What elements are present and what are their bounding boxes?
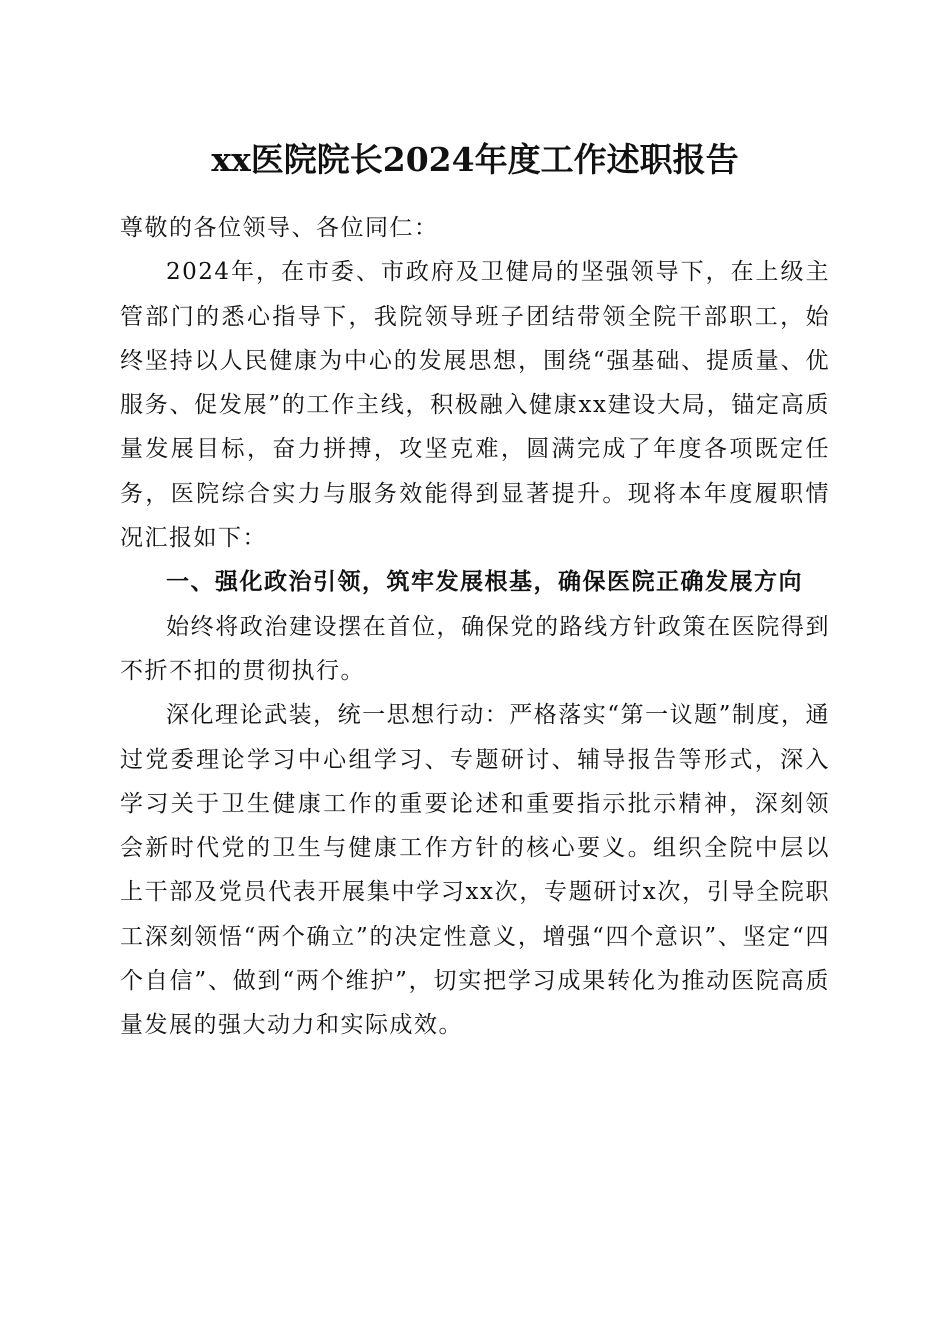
document-body	[120, 206, 830, 1048]
document-title: xx医院院长2024年度工作述职报告	[211, 140, 739, 179]
section-1-paragraph-2: 深化理论武装，统一思想行动：严格落实“第一议题”制度，通过党委理论学习中心组学习、专题研讨、辅导报告等形式，深入学习关于卫生健康工作的重要论述和重要指示批示精神，深刻领会新时代党的卫生与健康工作方针的核心要义。组织全院中层以上干部及党员代表开展集中学习xx次，专题研讨x次，引导全院职工深刻领悟“两个确立”的决定性意义，增强“四个意识”、坚定“四个自信”、做到“两个维护”，切实把学习成果转化为推动医院高质量发展的强大动力和实际成效。	[120, 702, 830, 1039]
salutation: 尊敬的各位领导、各位同仁：	[120, 215, 439, 241]
section-1-paragraph-1: 始终将政治建设摆在首位，确保党的路线方针政策在医院得到不折不扣的贯彻执行。	[120, 613, 830, 684]
section-heading-1: 一、强化政治引领，筑牢发展根基，确保医院正确发展方向	[166, 569, 803, 596]
intro-paragraph: 2024年，在市委、市政府及卫健局的坚强领导下，在上级主管部门的悉心指导下，我院领导班子团结带领全院干部职工，始终坚持以人民健康为中心的发展思想，围绕“强基础、提质量、优服务、促发展”的工作主线，积极融入健康xx建设大局，锚定高质量发展目标，奋力拼搏，攻坚克难，圆满完成了年度各项既定任务，医院综合实力与服务效能得到显著提升。现将本年度履职情况汇报如下：	[120, 259, 830, 552]
